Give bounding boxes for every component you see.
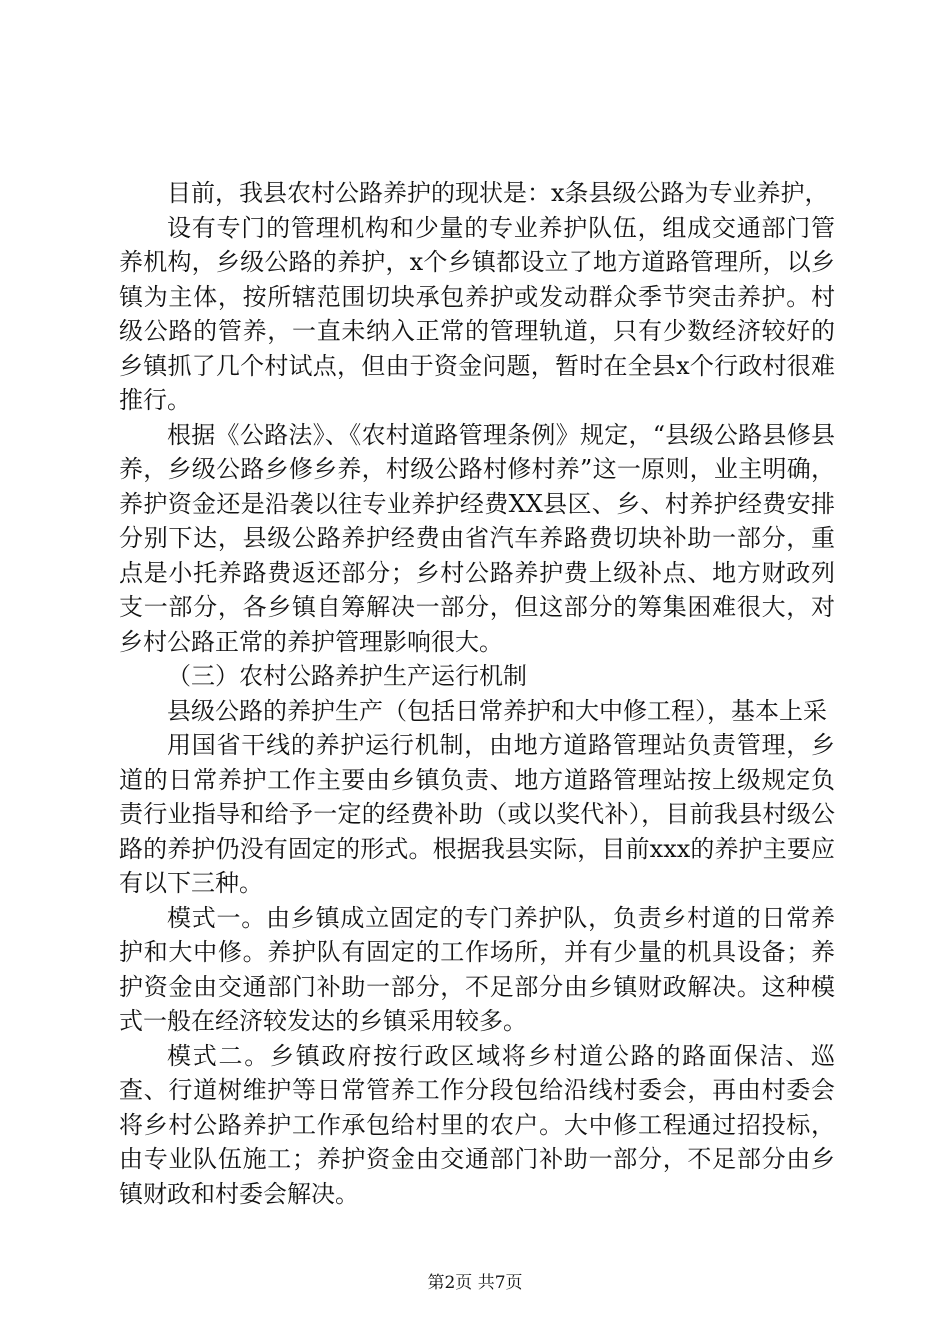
paragraph: 设有专门的管理机构和少量的专业养护队伍，组成交通部门管养机构，乡级公路的养护，x个乡镇都设立了地方道路管理所，以乡镇为主体，按所辖范围切块承包养护或发动群众季节突击养护。村级公路的管养，一直未纳入正常的管理轨道，只有少数经济较好的乡镇抓了几个村试点，但由于资金问题，暂时在全县x个行政村很难推行。 [119,213,835,414]
paragraph: 模式二。乡镇政府按行政区域将乡村道公路的路面保洁、巡查、行道树维护等日常管养工作分段包给沿线村委会，再由村委会将乡村公路养护工作承包给村里的农户。大中修工程通过招投标，由专业队伍施工；养护资金由交通部门补助一部分，不足部分由乡镇财政和村委会解决。 [119,1041,835,1208]
paragraph: 根据《公路法》、《农村道路管理条例》规定，“县级公路县修县养，乡级公路乡修乡养，村级公路村修村养”这一原则，业主明确，养护资金还是沿袭以往专业养护经费XX县区、乡、村养护经费安排分别下达，县级公路养护经费由省汽车养路费切块补助一部分，重点是小托养路费返还部分；乡村公路养护费上级补点、地方财政列支一部分，各乡镇自筹解决一部分，但这部分的筹集困难很大，对乡村公路正常的养护管理影响很大。 [119,420,835,656]
paragraph: 县级公路的养护生产（包括日常养护和大中修工程），基本上采 [167,696,827,725]
paragraph: 目前，我县农村公路养护的现状是：x条县级公路为专业养护， [167,179,829,207]
section-heading: （三）农村公路养护生产运行机制 [167,662,527,690]
paragraph: 模式一。由乡镇成立固定的专门养护队，负责乡村道的日常养护和大中修。养护队有固定的工作场所，并有少量的机具设备；养护资金由交通部门补助一部分，不足部分由乡镇财政解决。这种模式一般在经济较发达的乡镇采用较多。 [119,903,835,1035]
paragraph: 用国省干线的养护运行机制，由地方道路管理站负责管理，乡道的日常养护工作主要由乡镇负责、地方道路管理站按上级规定负责行业指导和给予一定的经费补助（或以奖代补），目前我县村级公路的养护仍没有固定的形式。根据我县实际，目前xxx的养护主要应有以下三种。 [119,731,835,897]
page-number-footer: 第2页 共7页 [427,1273,523,1293]
document-body [119,176,835,1211]
